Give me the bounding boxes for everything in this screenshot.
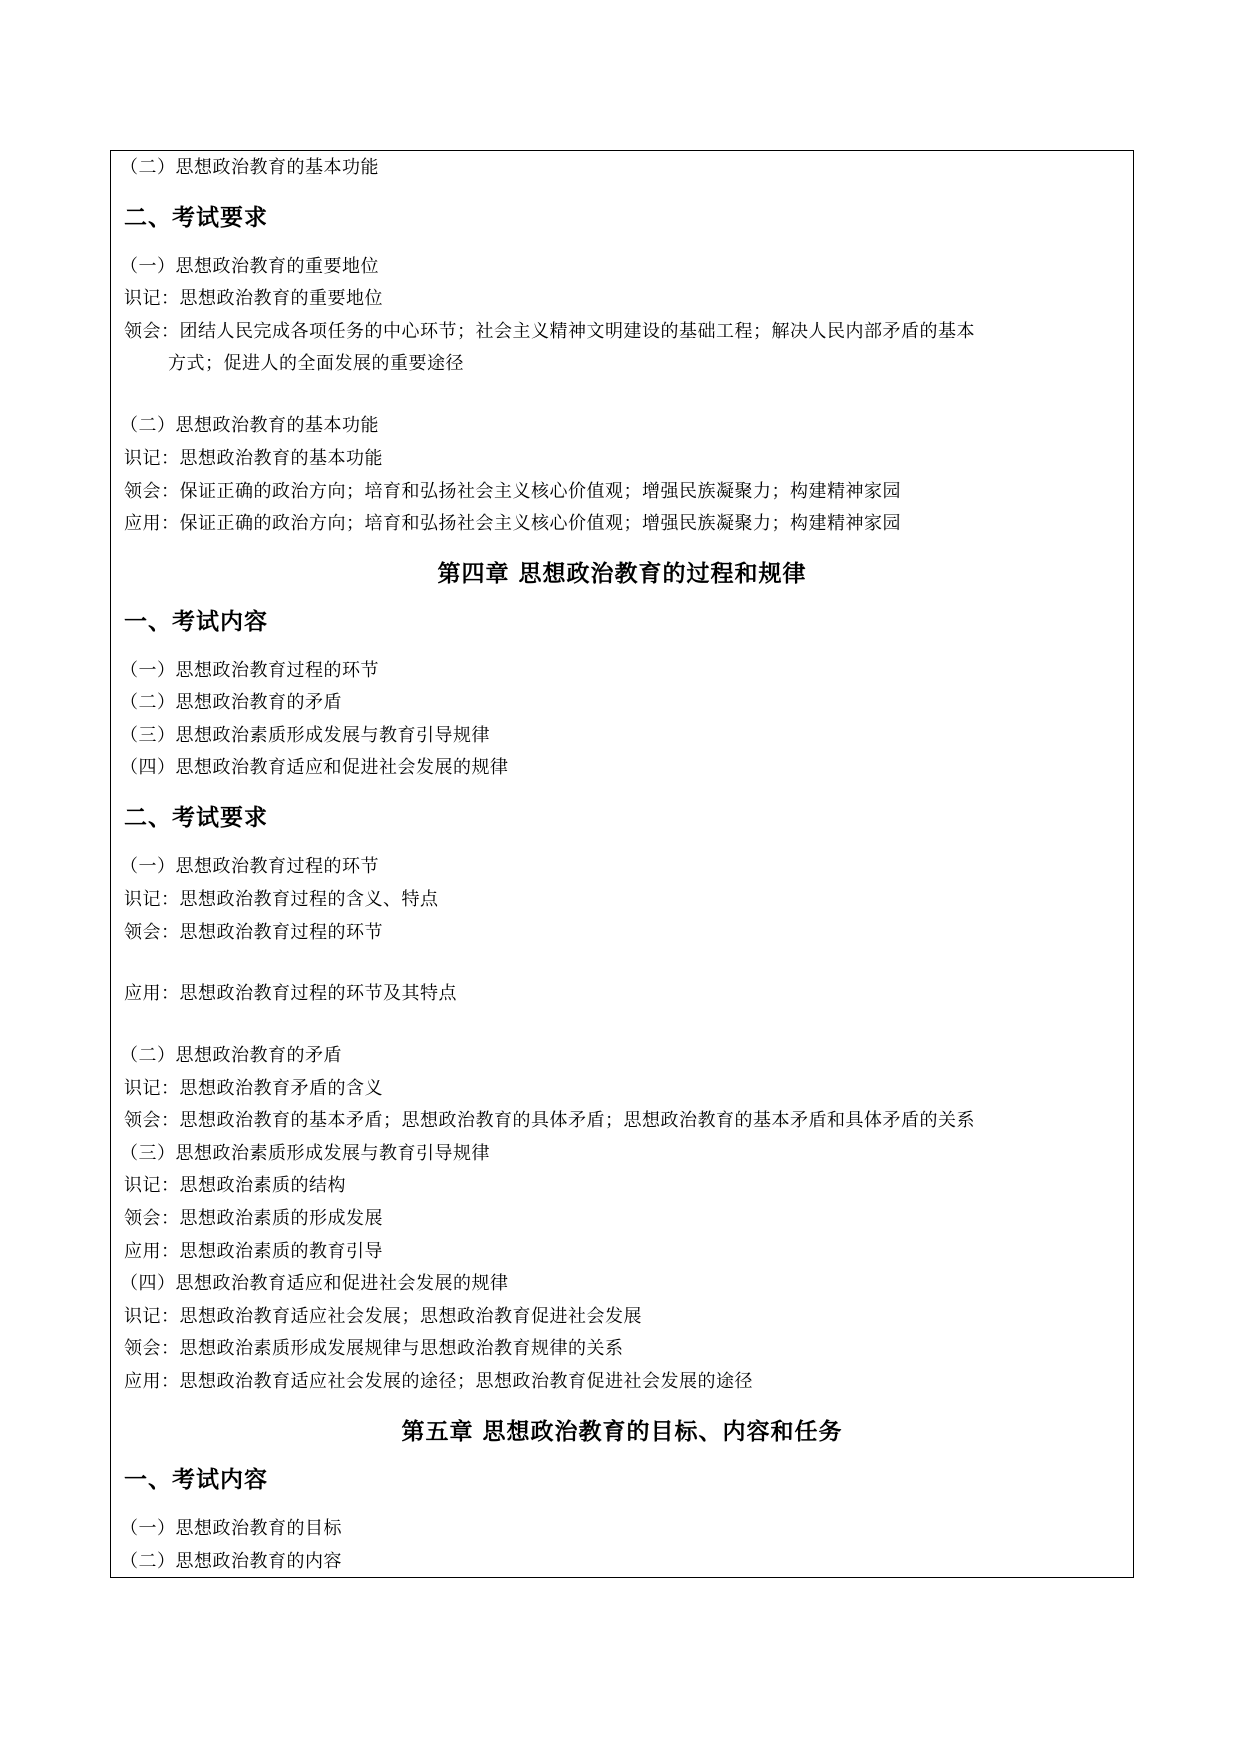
- requirement-line: 领会：思想政治教育的基本矛盾；思想政治教育的具体矛盾；思想政治教育的基本矛盾和具体矛盾的关系: [124, 1110, 975, 1131]
- section-heading: 二、考试要求: [124, 204, 268, 231]
- chapter-title: 第五章 思想政治教育的目标、内容和任务: [401, 1418, 843, 1445]
- subsection-item: （一）思想政治教育的目标: [120, 1518, 342, 1539]
- requirement-line: 识记：思想政治教育矛盾的含义: [124, 1078, 383, 1099]
- subsection-item: （四）思想政治教育适应和促进社会发展的规律: [120, 757, 509, 778]
- subsection-item: （一）思想政治教育的重要地位: [120, 256, 379, 277]
- requirement-line: 识记：思想政治教育过程的含义、特点: [124, 889, 439, 910]
- subsection-item: （三）思想政治素质形成发展与教育引导规律: [120, 725, 490, 746]
- section-heading: 一、考试内容: [124, 1466, 268, 1493]
- requirement-line: 应用：思想政治教育适应社会发展的途径；思想政治教育促进社会发展的途径: [124, 1371, 753, 1392]
- subsection-item: （二）思想政治教育的基本功能: [120, 157, 379, 178]
- subsection-item: （四）思想政治教育适应和促进社会发展的规律: [120, 1273, 509, 1294]
- requirement-line: 识记：思想政治素质的结构: [124, 1175, 346, 1196]
- requirement-line: 识记：思想政治教育适应社会发展；思想政治教育促进社会发展: [124, 1306, 642, 1327]
- section-heading: 一、考试内容: [124, 608, 268, 635]
- section-heading: 二、考试要求: [124, 804, 268, 831]
- requirement-line: 领会：保证正确的政治方向；培育和弘扬社会主义核心价值观；增强民族凝聚力；构建精神家园: [124, 481, 901, 502]
- requirement-line: 应用：思想政治素质的教育引导: [124, 1241, 383, 1262]
- subsection-item: （一）思想政治教育过程的环节: [120, 856, 379, 877]
- requirement-line: 识记：思想政治教育的基本功能: [124, 448, 383, 469]
- subsection-item: （一）思想政治教育过程的环节: [120, 660, 379, 681]
- subsection-item: （二）思想政治教育的内容: [120, 1551, 342, 1572]
- requirement-line: 领会：思想政治素质形成发展规律与思想政治教育规律的关系: [124, 1338, 624, 1359]
- requirement-line: 应用：保证正确的政治方向；培育和弘扬社会主义核心价值观；增强民族凝聚力；构建精神家园: [124, 513, 901, 534]
- requirement-line-continued: 方式；促进人的全面发展的重要途径: [168, 353, 464, 374]
- requirement-line: 应用：思想政治教育过程的环节及其特点: [124, 983, 457, 1004]
- chapter-title: 第四章 思想政治教育的过程和规律: [437, 560, 807, 587]
- requirement-line: 领会：思想政治素质的形成发展: [124, 1208, 383, 1229]
- subsection-item: （二）思想政治教育的基本功能: [120, 415, 379, 436]
- subsection-item: （三）思想政治素质形成发展与教育引导规律: [120, 1143, 490, 1164]
- requirement-line: 领会：思想政治教育过程的环节: [124, 922, 383, 943]
- requirement-line: 识记：思想政治教育的重要地位: [124, 288, 383, 309]
- subsection-item: （二）思想政治教育的矛盾: [120, 1045, 342, 1066]
- subsection-item: （二）思想政治教育的矛盾: [120, 692, 342, 713]
- requirement-line: 领会：团结人民完成各项任务的中心环节；社会主义精神文明建设的基础工程；解决人民内部矛盾的基本: [124, 321, 975, 342]
